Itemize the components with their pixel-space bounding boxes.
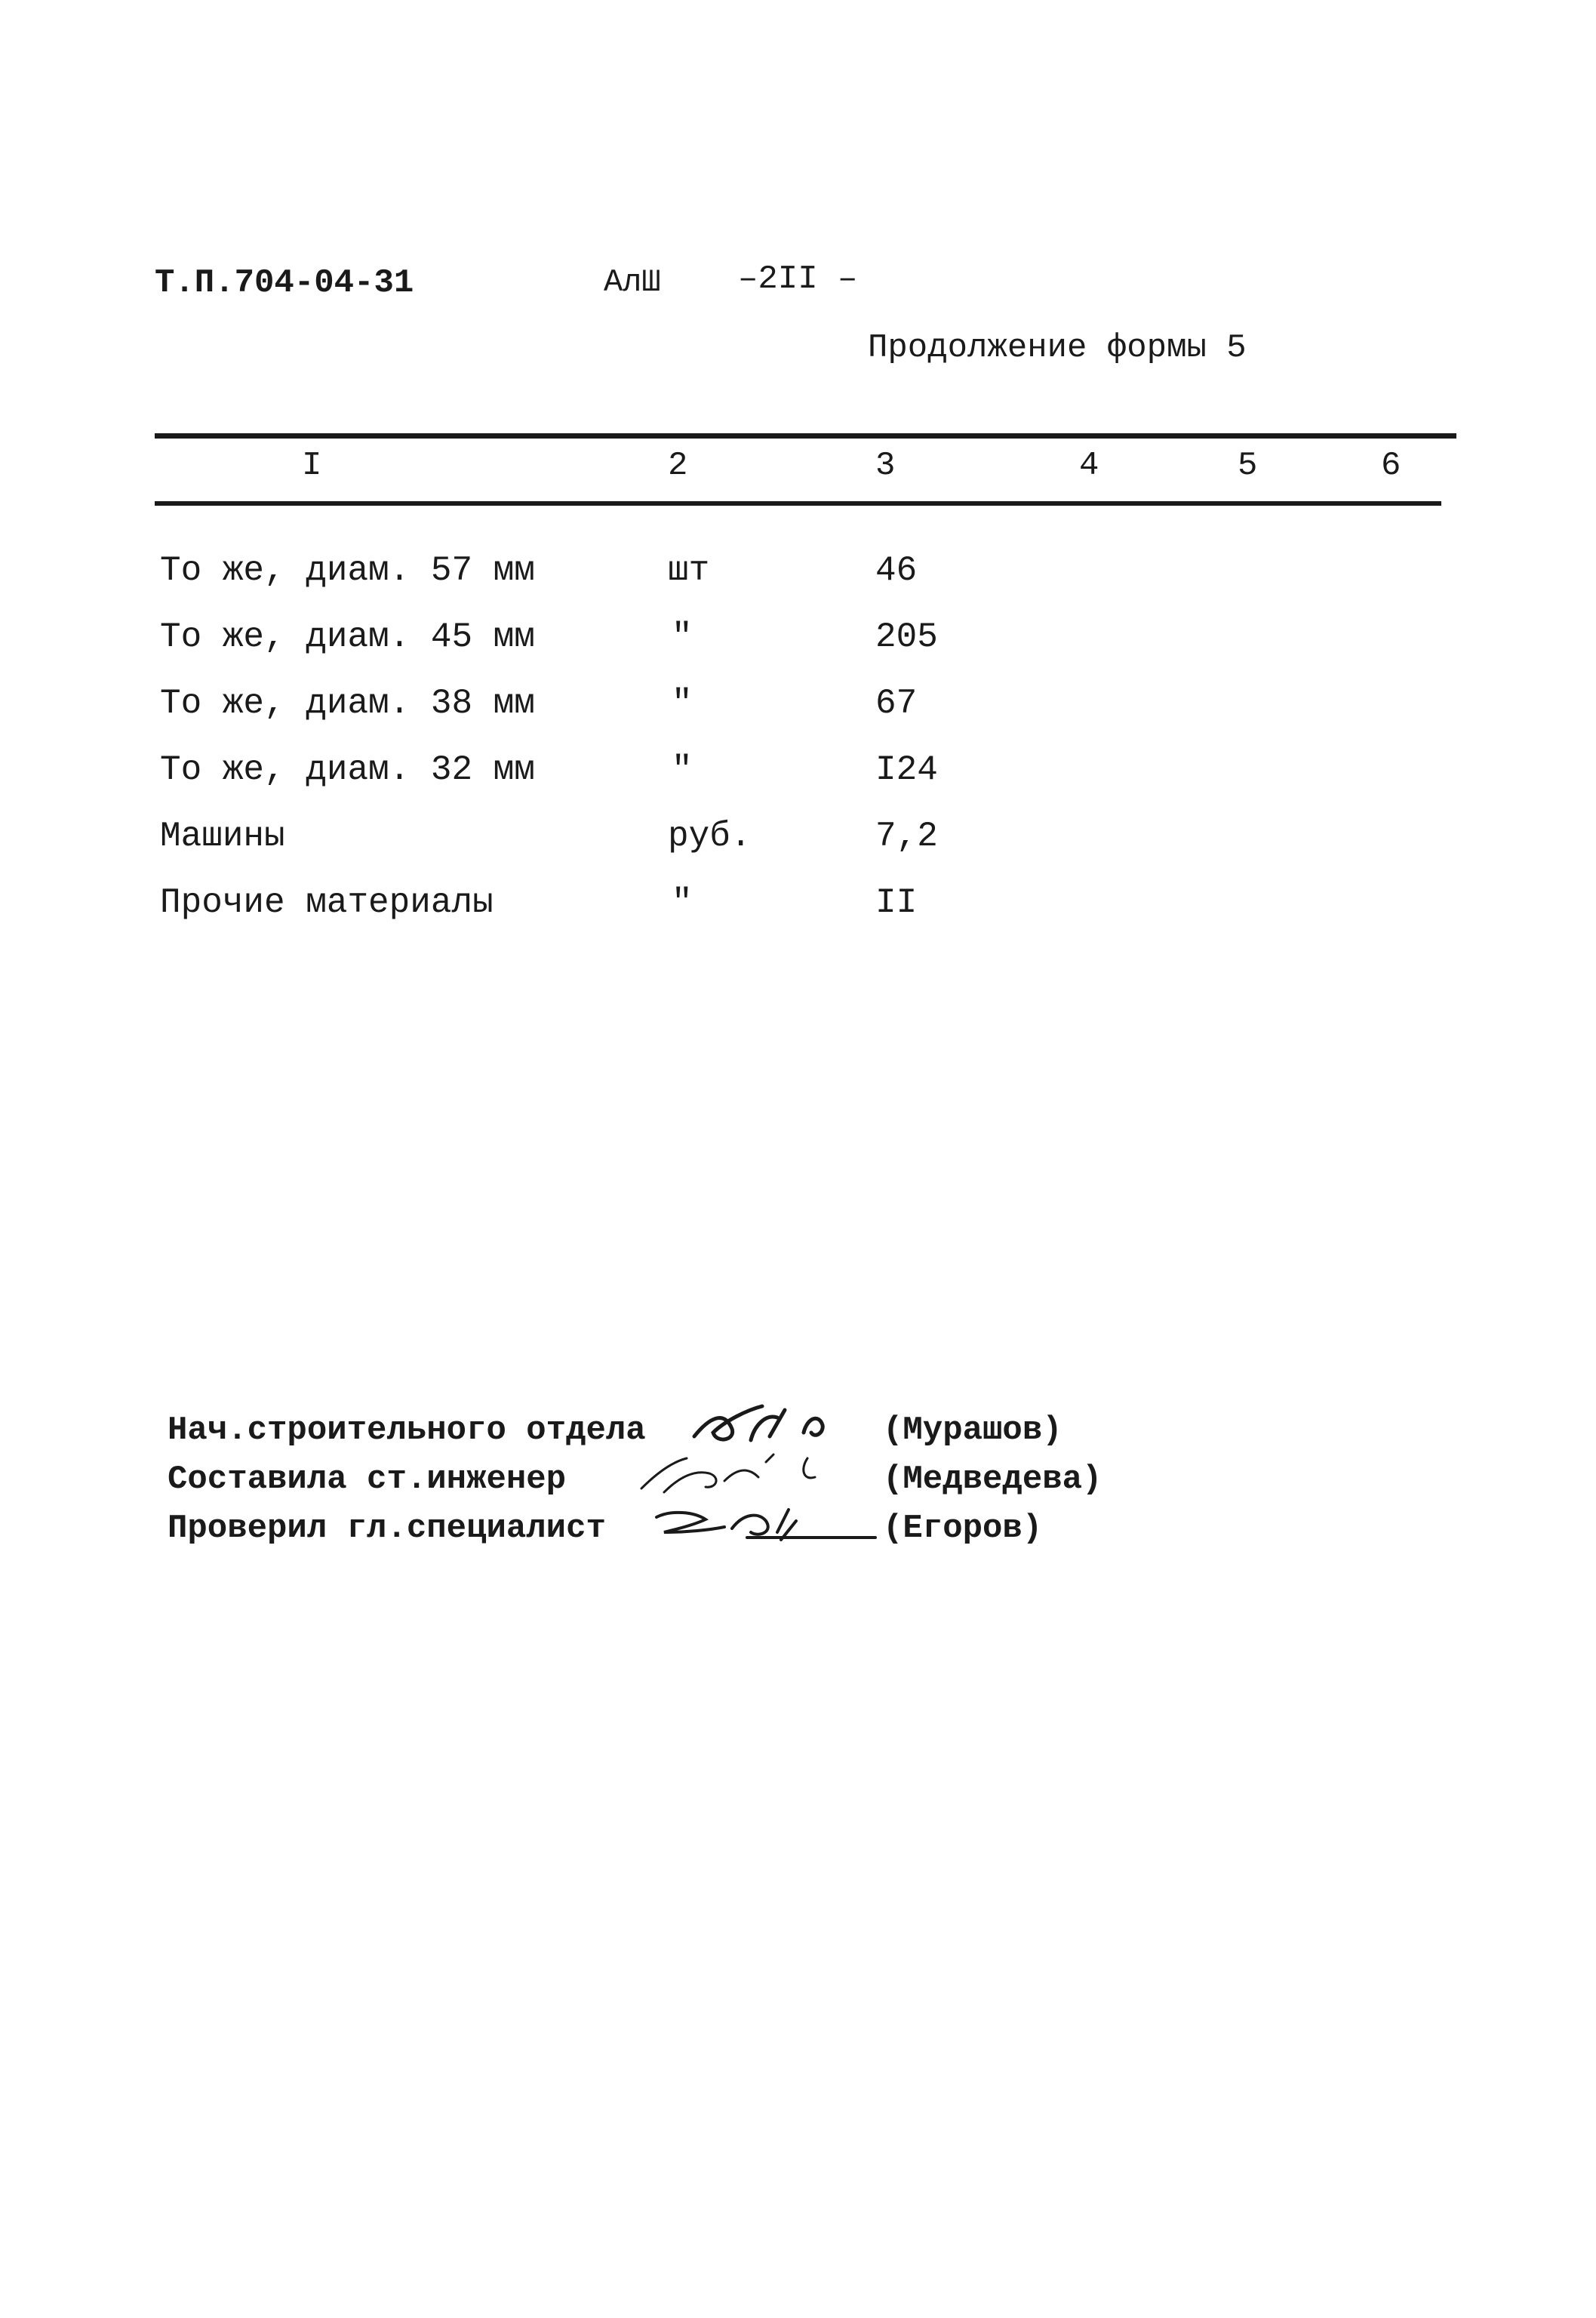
- signature-name: (Медведева): [883, 1461, 1102, 1498]
- row-name: То же, диам. 57 мм: [160, 551, 535, 590]
- row-unit: шт: [668, 551, 710, 590]
- row-unit: ": [672, 684, 693, 723]
- row-name: Машины: [160, 817, 285, 856]
- signature-role: Проверил гл.специалист: [168, 1510, 606, 1547]
- column-header-4: 4: [1079, 447, 1099, 485]
- row-name: То же, диам. 45 мм: [160, 617, 535, 657]
- table-header-rule: [155, 501, 1441, 506]
- row-name: То же, диам. 38 мм: [160, 684, 535, 723]
- signature-role: Нач.строительного отдела: [168, 1411, 646, 1449]
- page-number: –2II –: [738, 260, 858, 298]
- row-name: Прочие материалы: [160, 883, 494, 922]
- column-header-1: I: [302, 447, 322, 485]
- signature-name: (Мурашов): [883, 1411, 1062, 1449]
- document-code: Т.П.704-04-31: [155, 264, 414, 302]
- column-header-2: 2: [668, 447, 688, 485]
- table-top-rule: [155, 433, 1456, 439]
- row-name: То же, диам. 32 мм: [160, 750, 535, 790]
- signature-role: Составила ст.инженер: [168, 1461, 567, 1498]
- column-header-6: 6: [1381, 447, 1401, 485]
- form-continuation-title: Продолжение формы 5: [868, 329, 1247, 367]
- row-value: 67: [875, 684, 918, 723]
- row-unit: ": [672, 617, 693, 657]
- handwritten-signature-icon: [634, 1491, 883, 1555]
- column-header-5: 5: [1238, 447, 1258, 485]
- column-header-3: 3: [875, 447, 896, 485]
- row-value: 46: [875, 551, 918, 590]
- row-unit: руб.: [668, 817, 752, 856]
- row-value: 205: [875, 617, 938, 657]
- signature-name: (Егоров): [883, 1510, 1043, 1547]
- row-unit: ": [672, 883, 693, 922]
- album-code: АлШ: [604, 264, 661, 300]
- row-unit: ": [672, 750, 693, 790]
- row-value: II: [875, 883, 918, 922]
- row-value: I24: [875, 750, 938, 790]
- row-value: 7,2: [875, 817, 938, 856]
